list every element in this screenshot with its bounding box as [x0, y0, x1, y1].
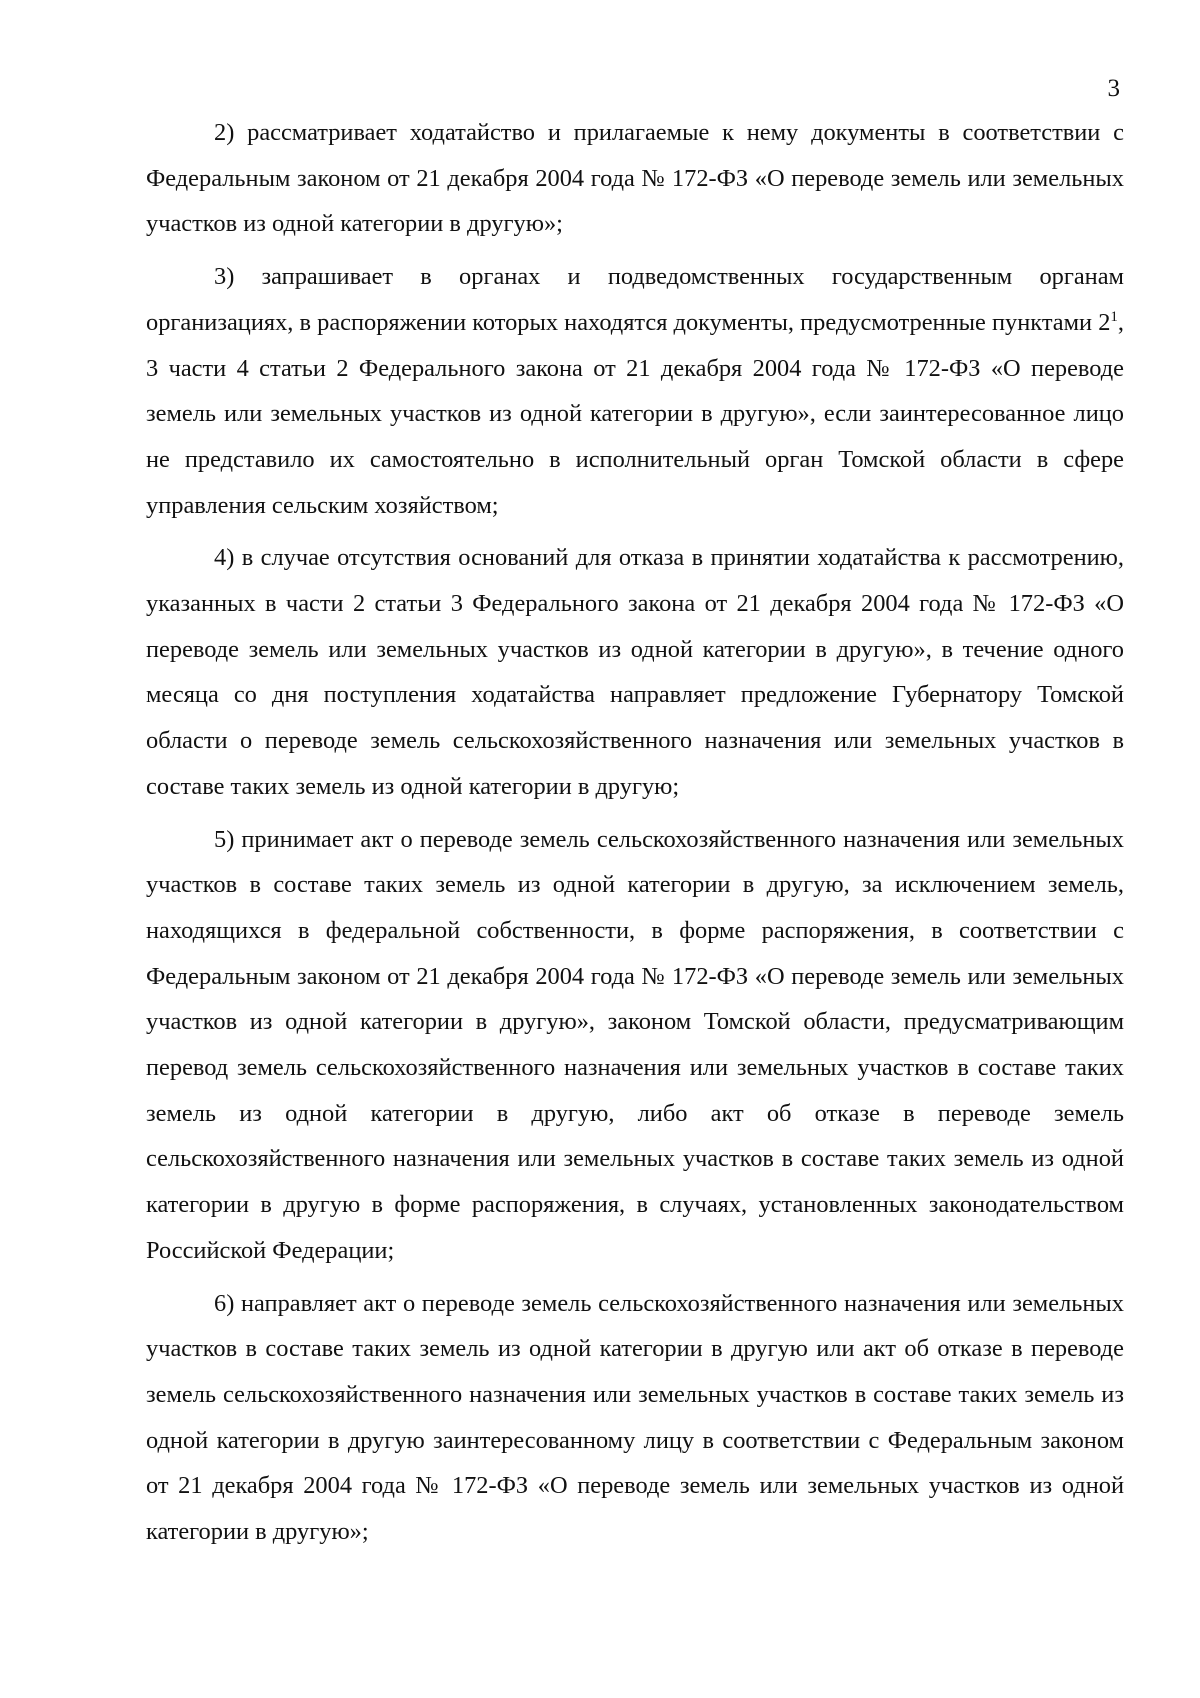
paragraph-text: 3) запрашивает в органах и подведомственных государственным органам организациях, в распоряжении которых находятся документы, предусмотренные пунктами 2: [146, 263, 1124, 336]
superscript-marker: 1: [1110, 308, 1118, 325]
paragraph-text: 4) в случае отсутствия оснований для отказа в принятии ходатайства к рассмотрению, указанных в части 2 статьи 3 Федерального закона от 21 декабря 2004 года № 172-ФЗ «О переводе земель или земельных участков из одной категории в другую», в течение одного месяца со дня поступления ходатайства направляет предложение Губернатору Томской области о переводе земель сельскохозяйственного назначения или земельных участков в составе таких земель из одной категории в другую;: [146, 544, 1124, 800]
page-number: 3: [1107, 75, 1120, 102]
paragraph-item-6: [146, 1281, 1124, 1555]
paragraph-text: 6) направляет акт о переводе земель сельскохозяйственного назначения или земельных участков в составе таких земель из одной категории в другую или акт об отказе в переводе земель сельскохозяйственного назначения или земельных участков в составе таких земель из одной категории в другую заинтересованному лицу в соответствии с Федеральным законом от 21 декабря 2004 года № 172-ФЗ «О переводе земель или земельных участков из одной категории в другую»;: [146, 1289, 1124, 1546]
document-body: [146, 110, 1124, 1562]
paragraph-item-5: [146, 817, 1124, 1274]
paragraph-text: 5) принимает акт о переводе земель сельскохозяйственного назначения или земельных участков в составе таких земель из одной категории в другую, за исключением земель, находящихся в федеральной собственности, в форме распоряжения, в соответствии с Федеральным законом от 21 декабря 2004 года № 172-ФЗ «О переводе земель или земельных участков из одной категории в другую», законом Томской области, предусматривающим перевод земель сельскохозяйственного назначения или земельных участков в составе таких земель из одной категории в другую, либо акт об отказе в переводе земель сельскохозяйственного назначения или земельных участков в составе таких земель из одной категории в другую в форме распоряжения, в случаях, установленных законодательством Российской Федерации;: [146, 825, 1124, 1264]
paragraph-item-4: [146, 535, 1124, 809]
paragraph-item-2: [146, 110, 1124, 247]
paragraph-item-3: [146, 254, 1124, 528]
paragraph-text-continued: , 3 части 4 статьи 2 Федерального закона от 21 декабря 2004 года № 172-ФЗ «О переводе земель или земельных участков из одной категории в другую», если заинтересованное лицо не представило их самостоятельно в исполнительный орган Томской области в сфере управления сельским хозяйством;: [146, 308, 1124, 519]
paragraph-text: 2) рассматривает ходатайство и прилагаемые к нему документы в соответствии с Федеральным законом от 21 декабря 2004 года № 172-ФЗ «О переводе земель или земельных участков из одной категории в другую»;: [146, 119, 1124, 238]
